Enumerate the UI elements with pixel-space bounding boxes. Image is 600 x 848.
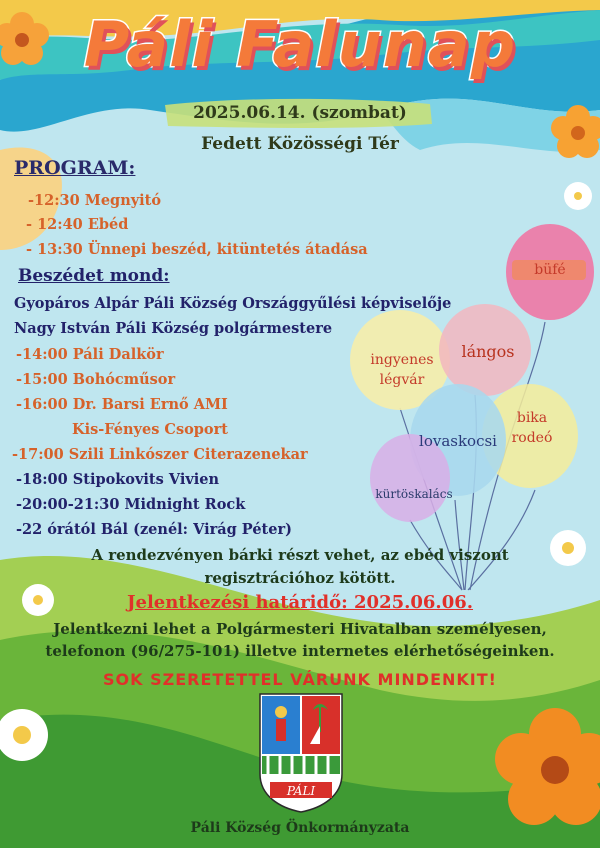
notice-line: regisztrációhoz kötött. — [204, 569, 396, 587]
schedule-item: -18:00 Stipokovits Vivien — [16, 471, 220, 488]
balloon-label-bufe: büfé — [534, 262, 566, 278]
speakers-heading: Beszédet mond: — [18, 266, 170, 286]
notice-line: A rendezvényen bárki részt vehet, az ebéd viszont — [91, 546, 509, 564]
crest-label: PÁLI — [286, 784, 316, 798]
program-item: - 13:30 Ünnepi beszéd, kitüntetés átadása — [26, 241, 368, 258]
footer-organizer: Páli Község Önkormányzata — [190, 820, 410, 836]
program-item: - 12:40 Ebéd — [26, 216, 129, 233]
schedule-item: -20:00-21:30 Midnight Rock — [16, 496, 246, 513]
schedule-item: -22 órától Bál (zenél: Virág Péter) — [16, 521, 292, 538]
balloon-label-lovaskocsi: lovaskocsi — [419, 432, 497, 450]
contact-line: Jelentkezni lehet a Polgármesteri Hivatalban személyesen, — [53, 620, 547, 638]
program-item: -12:30 Megnyitó — [28, 192, 162, 209]
balloon-label-bika-1: bika — [516, 410, 548, 426]
event-date: 2025.06.14. (szombat) — [193, 103, 407, 123]
event-venue: Fedett Közösségi Tér — [201, 134, 399, 154]
program-heading: PROGRAM: — [14, 157, 136, 179]
registration-deadline: Jelentkezési határidő: 2025.06.06. — [126, 592, 474, 613]
balloon-label-legvar-2: légvár — [379, 372, 425, 388]
schedule-item: -15:00 Bohócműsor — [16, 371, 176, 388]
schedule-item: -17:00 Szili Linkószer Citerazenekar — [12, 446, 308, 463]
balloon-label-legvar-1: ingyenes — [370, 352, 434, 368]
balloon-label-langos: lángos — [461, 342, 515, 361]
contact-line: telefonon (96/275-101) illetve internetes elérhetőségeinken. — [45, 642, 555, 660]
balloon-label-bika-2: rodeó — [511, 430, 553, 446]
speaker-item: Gyopáros Alpár Páli Község Országgyűlési képviselője — [14, 295, 452, 312]
event-title: Páli Falunap — [83, 8, 517, 81]
schedule-item: -16:00 Dr. Barsi Ernő AMI — [16, 396, 228, 413]
schedule-item: Kis-Fényes Csoport — [72, 421, 228, 438]
village-crest — [258, 692, 344, 814]
speaker-item: Nagy István Páli Község polgármestere — [14, 320, 333, 337]
welcome-callout: SOK SZERETETTEL VÁRUNK MINDENKIT! — [103, 670, 497, 689]
schedule-item: -14:00 Páli Dalkör — [16, 346, 164, 363]
balloon-label-kurtos: kürtöskalács — [375, 487, 453, 501]
